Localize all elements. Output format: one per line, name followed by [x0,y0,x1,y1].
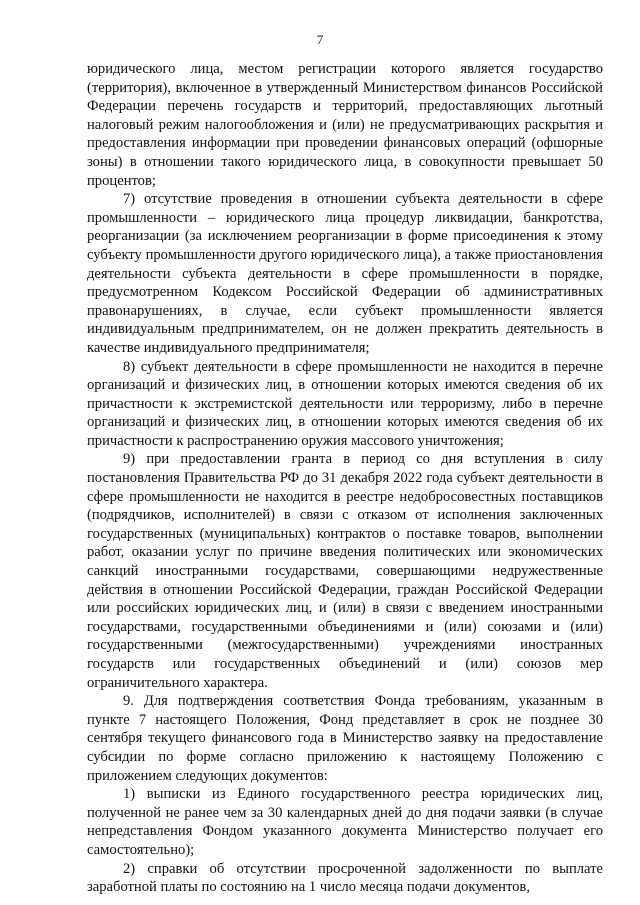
paragraph-document-1: 1) выписки из Единого государственного реестра юридических лиц, полученной не ранее чем за 30 календарных дней до дня подачи заявки (в случае непредставления Фондом указанного документа Министерство получает его самостоятельно); [87,786,603,858]
paragraph-item-8: 8) субъект деятельности в сфере промышленности не находится в перечне организаций и физических лиц, в отношении которых имеются сведения об их причастности к экстремистской деятельности или терроризму, либо в перечне организаций и физических лиц, в отношении которых имеются сведения об их причастности к распространению оружия массового уничтожения; [87,358,603,449]
paragraph-item-7: 7) отсутствие проведения в отношении субъекта деятельности в сфере промышленности – юридического лица процедур ликвидации, банкротства, реорганизации (за исключением реорганизации в форме присоединения к этому субъекту промышленности другого юридического лица), а также приостановления деятельности субъекта деятельности в сфере промышленности в порядке, предусмотренном Кодексом Российской Федерации об административных правонарушениях, в случае, если субъект промышленности является индивидуальным предпринимателем, он не должен прекратить деятельность в качестве индивидуального предпринимателя; [87,191,603,356]
paragraph-continuation: юридического лица, местом регистрации которого является государство (территория), включенное в утвержденный Министерством финансов Российской Федерации перечень государств и территорий, предоставляющих льготный налоговый режим налогообложения и (или) не предусматривающих раскрытия и предоставления информации при проведении финансовых операций (офшорные зоны) в отношении такого юридического лица, в совокупности превышает 50 процентов; [87,61,603,189]
paragraph-document-2: 2) справки об отсутствии просроченной задолженности по выплате заработной платы по состоянию на 1 число месяца подачи документов, [87,860,603,896]
paragraph-item-9: 9) при предоставлении гранта в период со дня вступления в силу постановления Правительства РФ до 31 декабря 2022 года субъект деятельности в сфере промышленности не находится в реестре недобросовестных поставщиков (подрядчиков, исполнителей) в связи с отказом от исполнения заключенных государственных (муниципальных) контрактов о поставке товаров, выполнении работ, оказании услуг по причине введения политических или экономических санкций иностранными государствами, совершающими недружественные действия в отношении Российской Федерации, граждан Российской Федерации или российских юридических лиц, и (или) в связи с введением иностранными государствами, государственными объединениями и (или) союзами и (или) государственными (межгосударственными) учреждениями иностранных государств или государственных объединений и (или) союзов мер ограничительного характера. [87,451,603,691]
page-number: 7 [316,32,324,47]
paragraph-clause-9: 9. Для подтверждения соответствия Фонда требованиям, указанным в пункте 7 настоящего Положения, Фонд представляет в срок не позднее 30 сентября текущего финансового года в Министерство заявку на предоставление субсидии по форме согласно приложению к настоящему Положению с приложением следующих документов: [87,693,603,784]
document-body [87,60,603,897]
